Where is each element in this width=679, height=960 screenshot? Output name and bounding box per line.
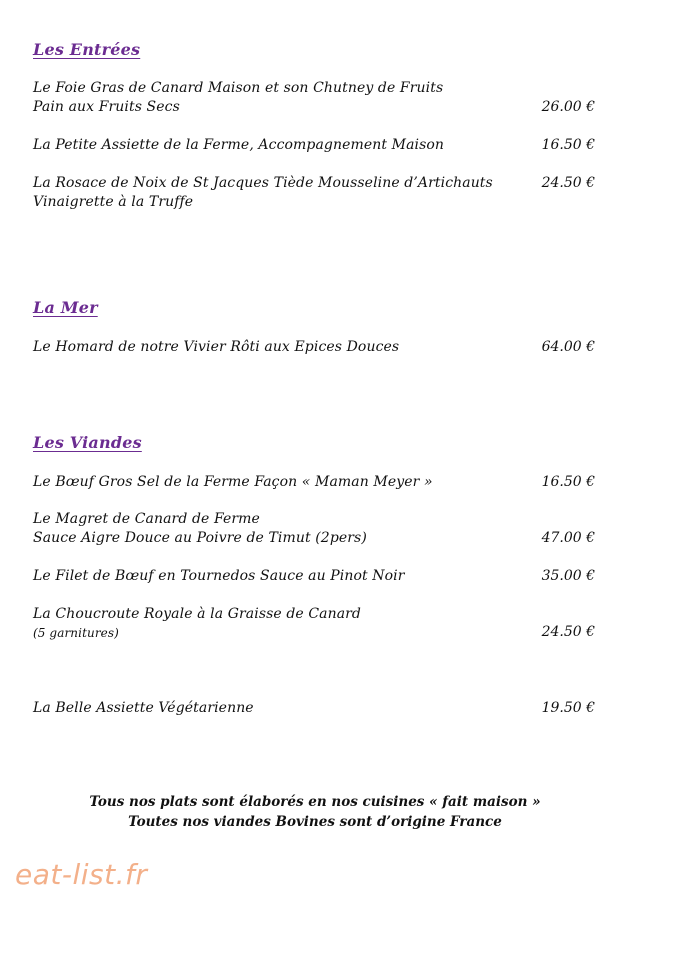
item-price: 64.00 € xyxy=(541,339,595,355)
item-name-line: La Choucroute Royale à la Graisse de Canard xyxy=(33,606,361,622)
item-price: 16.50 € xyxy=(541,474,595,490)
item-name-line: Pain aux Fruits Secs xyxy=(33,99,180,115)
item-price: 47.00 € xyxy=(541,530,595,546)
footer-note-fait-maison: Tous nos plats sont élaborés en nos cuisines « fait maison » xyxy=(89,794,541,810)
item-name-line: La Petite Assiette de la Ferme, Accompagnement Maison xyxy=(33,137,445,153)
item-price: 19.50 € xyxy=(541,700,595,716)
item-name-line: Le Filet de Bœuf en Tournedos Sauce au Pinot Noir xyxy=(33,568,405,584)
item-name-line: Le Bœuf Gros Sel de la Ferme Façon « Maman Meyer » xyxy=(33,474,433,490)
section-title-viandes: Les Viandes xyxy=(33,433,142,452)
section-title-entrees: Les Entrées xyxy=(33,40,141,59)
item-name-line: Le Foie Gras de Canard Maison et son Chutney de Fruits xyxy=(33,80,444,96)
item-name-line: Le Homard de notre Vivier Rôti aux Epices Douces xyxy=(33,339,400,355)
item-price: 24.50 € xyxy=(541,175,595,191)
section-title-mer: La Mer xyxy=(33,298,98,317)
item-price: 35.00 € xyxy=(541,568,595,584)
item-name-line: La Rosace de Noix de St Jacques Tiède Mousseline d’Artichauts xyxy=(33,175,493,191)
item-name-line: Sauce Aigre Douce au Poivre de Timut (2pers) xyxy=(33,530,367,546)
item-name-line: Vinaigrette à la Truffe xyxy=(33,194,194,210)
footer-note-origine: Toutes nos viandes Bovines sont d’origine France xyxy=(128,814,502,830)
item-name-line: Le Magret de Canard de Ferme xyxy=(33,511,260,527)
item-price: 26.00 € xyxy=(541,99,595,115)
item-name-line: La Belle Assiette Végétarienne xyxy=(33,700,254,716)
watermark: eat-list.fr xyxy=(15,858,148,891)
item-name-line: (5 garnitures) xyxy=(33,626,119,640)
item-price: 24.50 € xyxy=(541,624,595,640)
item-price: 16.50 € xyxy=(541,137,595,153)
